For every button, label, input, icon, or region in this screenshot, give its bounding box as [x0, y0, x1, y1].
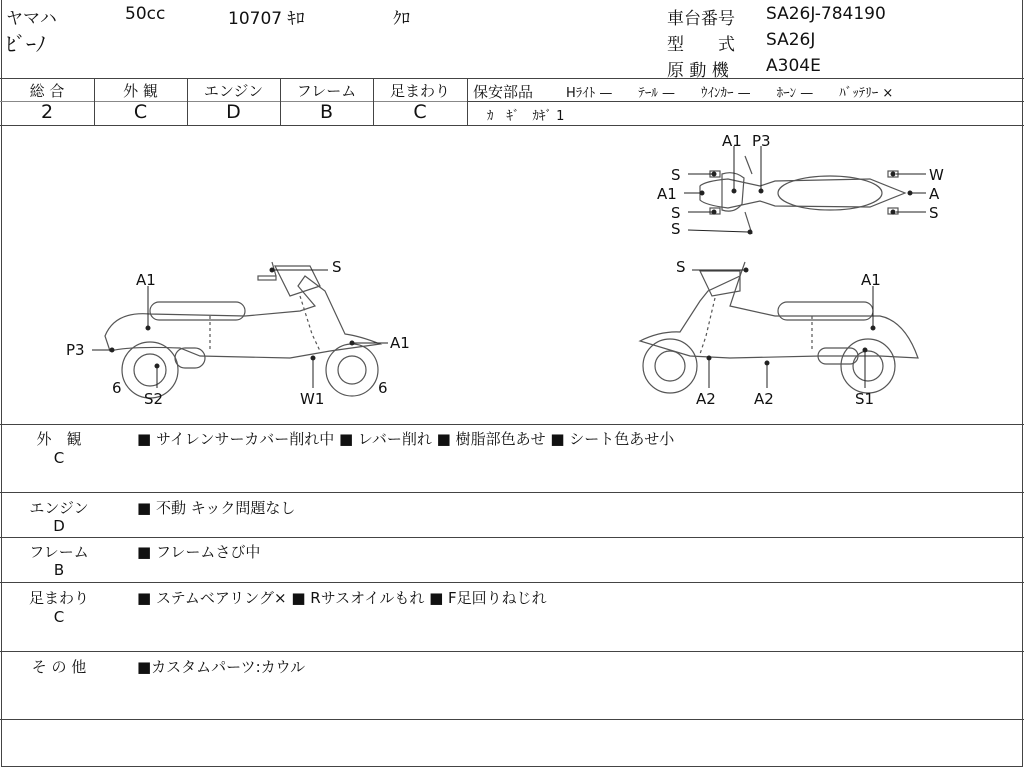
damage-code-top-w: W [929, 166, 944, 184]
grade-overall: 2 [40, 101, 54, 123]
damage-diagram [0, 126, 1024, 424]
divider [0, 651, 1024, 652]
damage-code-top-s4: S [929, 204, 939, 222]
damage-code-top-a: A [929, 185, 940, 203]
damage-code-left-s: S [332, 258, 342, 276]
damage-code-right-a2b: A2 [754, 390, 774, 408]
damage-code-left-six2: 6 [378, 379, 388, 397]
damage-code-left-s2: S2 [144, 390, 164, 408]
detail-grade-engine: D [53, 517, 65, 535]
detail-text-other: ■カスタムパーツ:カウル [137, 658, 306, 676]
detail-label-exterior: 外 観 [36, 430, 82, 448]
grade-header-engine: エンジン [203, 82, 264, 100]
damage-code-right-s: S [676, 258, 686, 276]
detail-text-frame: ■ フレームさび中 [137, 543, 261, 561]
key-info: ｶ ｷﾞ ｶｷﾞ 1 [487, 109, 565, 124]
divider [0, 582, 1024, 583]
divider [467, 78, 468, 125]
grade-engine: D [226, 101, 241, 123]
damage-code-top-s2: S [671, 204, 681, 222]
damage-code-left-a1: A1 [136, 271, 156, 289]
detail-label-engine: エンジン [29, 499, 89, 517]
divider [0, 719, 1024, 720]
detail-text-engine: ■ 不動 キック問題なし [137, 499, 296, 517]
safety-title: 保安部品 [473, 83, 534, 101]
damage-code-top-a1: A1 [722, 132, 742, 150]
maker: ヤマハ [6, 9, 57, 29]
divider [467, 101, 1024, 102]
frame-no: SA26J-784190 [766, 4, 886, 24]
grade-header-suspension: 足まわり [389, 82, 450, 100]
divider [0, 424, 1024, 425]
divider [0, 537, 1024, 538]
detail-text-suspension: ■ ステムベアリング× ■ Rサスオイルもれ ■ F足回りねじれ [137, 589, 547, 607]
damage-code-left-p3: P3 [66, 341, 85, 359]
detail-label-other: そ の 他 [31, 658, 87, 676]
detail-text-exterior: ■ サイレンサーカバー削れ中 ■ レバー削れ ■ 樹脂部色あせ ■ シート色あせ小 [137, 430, 675, 448]
frame-no-label: 車台番号 [667, 9, 735, 29]
scooter-top-view [700, 156, 905, 234]
detail-label-suspension: 足まわり [28, 589, 89, 607]
damage-code-top-p3: P3 [752, 132, 771, 150]
damage-code-right-s1: S1 [855, 390, 875, 408]
damage-code-top-a1b: A1 [657, 185, 677, 203]
safety-items: Hﾗｲﾄ — ﾃｰﾙ — ｳｲﾝｶｰ — ﾎｰﾝ — ﾊﾞｯﾃﾘｰ × [566, 86, 894, 101]
color: ｸﾛ [393, 9, 410, 29]
damage-code-left-six1: 6 [112, 379, 122, 397]
type: SA26J [766, 30, 816, 50]
damage-code-left-w1: W1 [300, 390, 325, 408]
grade-header-overall: 総 合 [29, 82, 65, 100]
divider [0, 78, 1024, 79]
detail-grade-suspension: C [53, 608, 65, 626]
grade-exterior: C [133, 101, 148, 123]
model-name: ﾋﾞｰﾉ [6, 32, 46, 56]
grade-frame: B [319, 101, 334, 123]
divider [0, 492, 1024, 493]
detail-label-frame: フレーム [29, 543, 89, 561]
grade-suspension: C [413, 101, 427, 123]
grade-header-frame: フレーム [296, 82, 357, 100]
detail-grade-exterior: C [53, 449, 65, 467]
engine-label: 原 動 機 [667, 61, 729, 81]
mileage: 10707 ｷﾛ [228, 9, 305, 29]
engine-model: A304E [766, 56, 821, 76]
damage-code-left-a1b: A1 [390, 334, 410, 352]
damage-code-right-a2a: A2 [696, 390, 716, 408]
damage-code-top-s1: S [671, 166, 681, 184]
type-label: 型 式 [667, 35, 735, 55]
grade-header-exterior: 外 観 [123, 82, 158, 100]
displacement: 50cc [125, 4, 166, 24]
damage-code-top-s3: S [671, 220, 681, 238]
detail-grade-frame: B [53, 561, 65, 579]
damage-code-right-a1: A1 [861, 271, 881, 289]
